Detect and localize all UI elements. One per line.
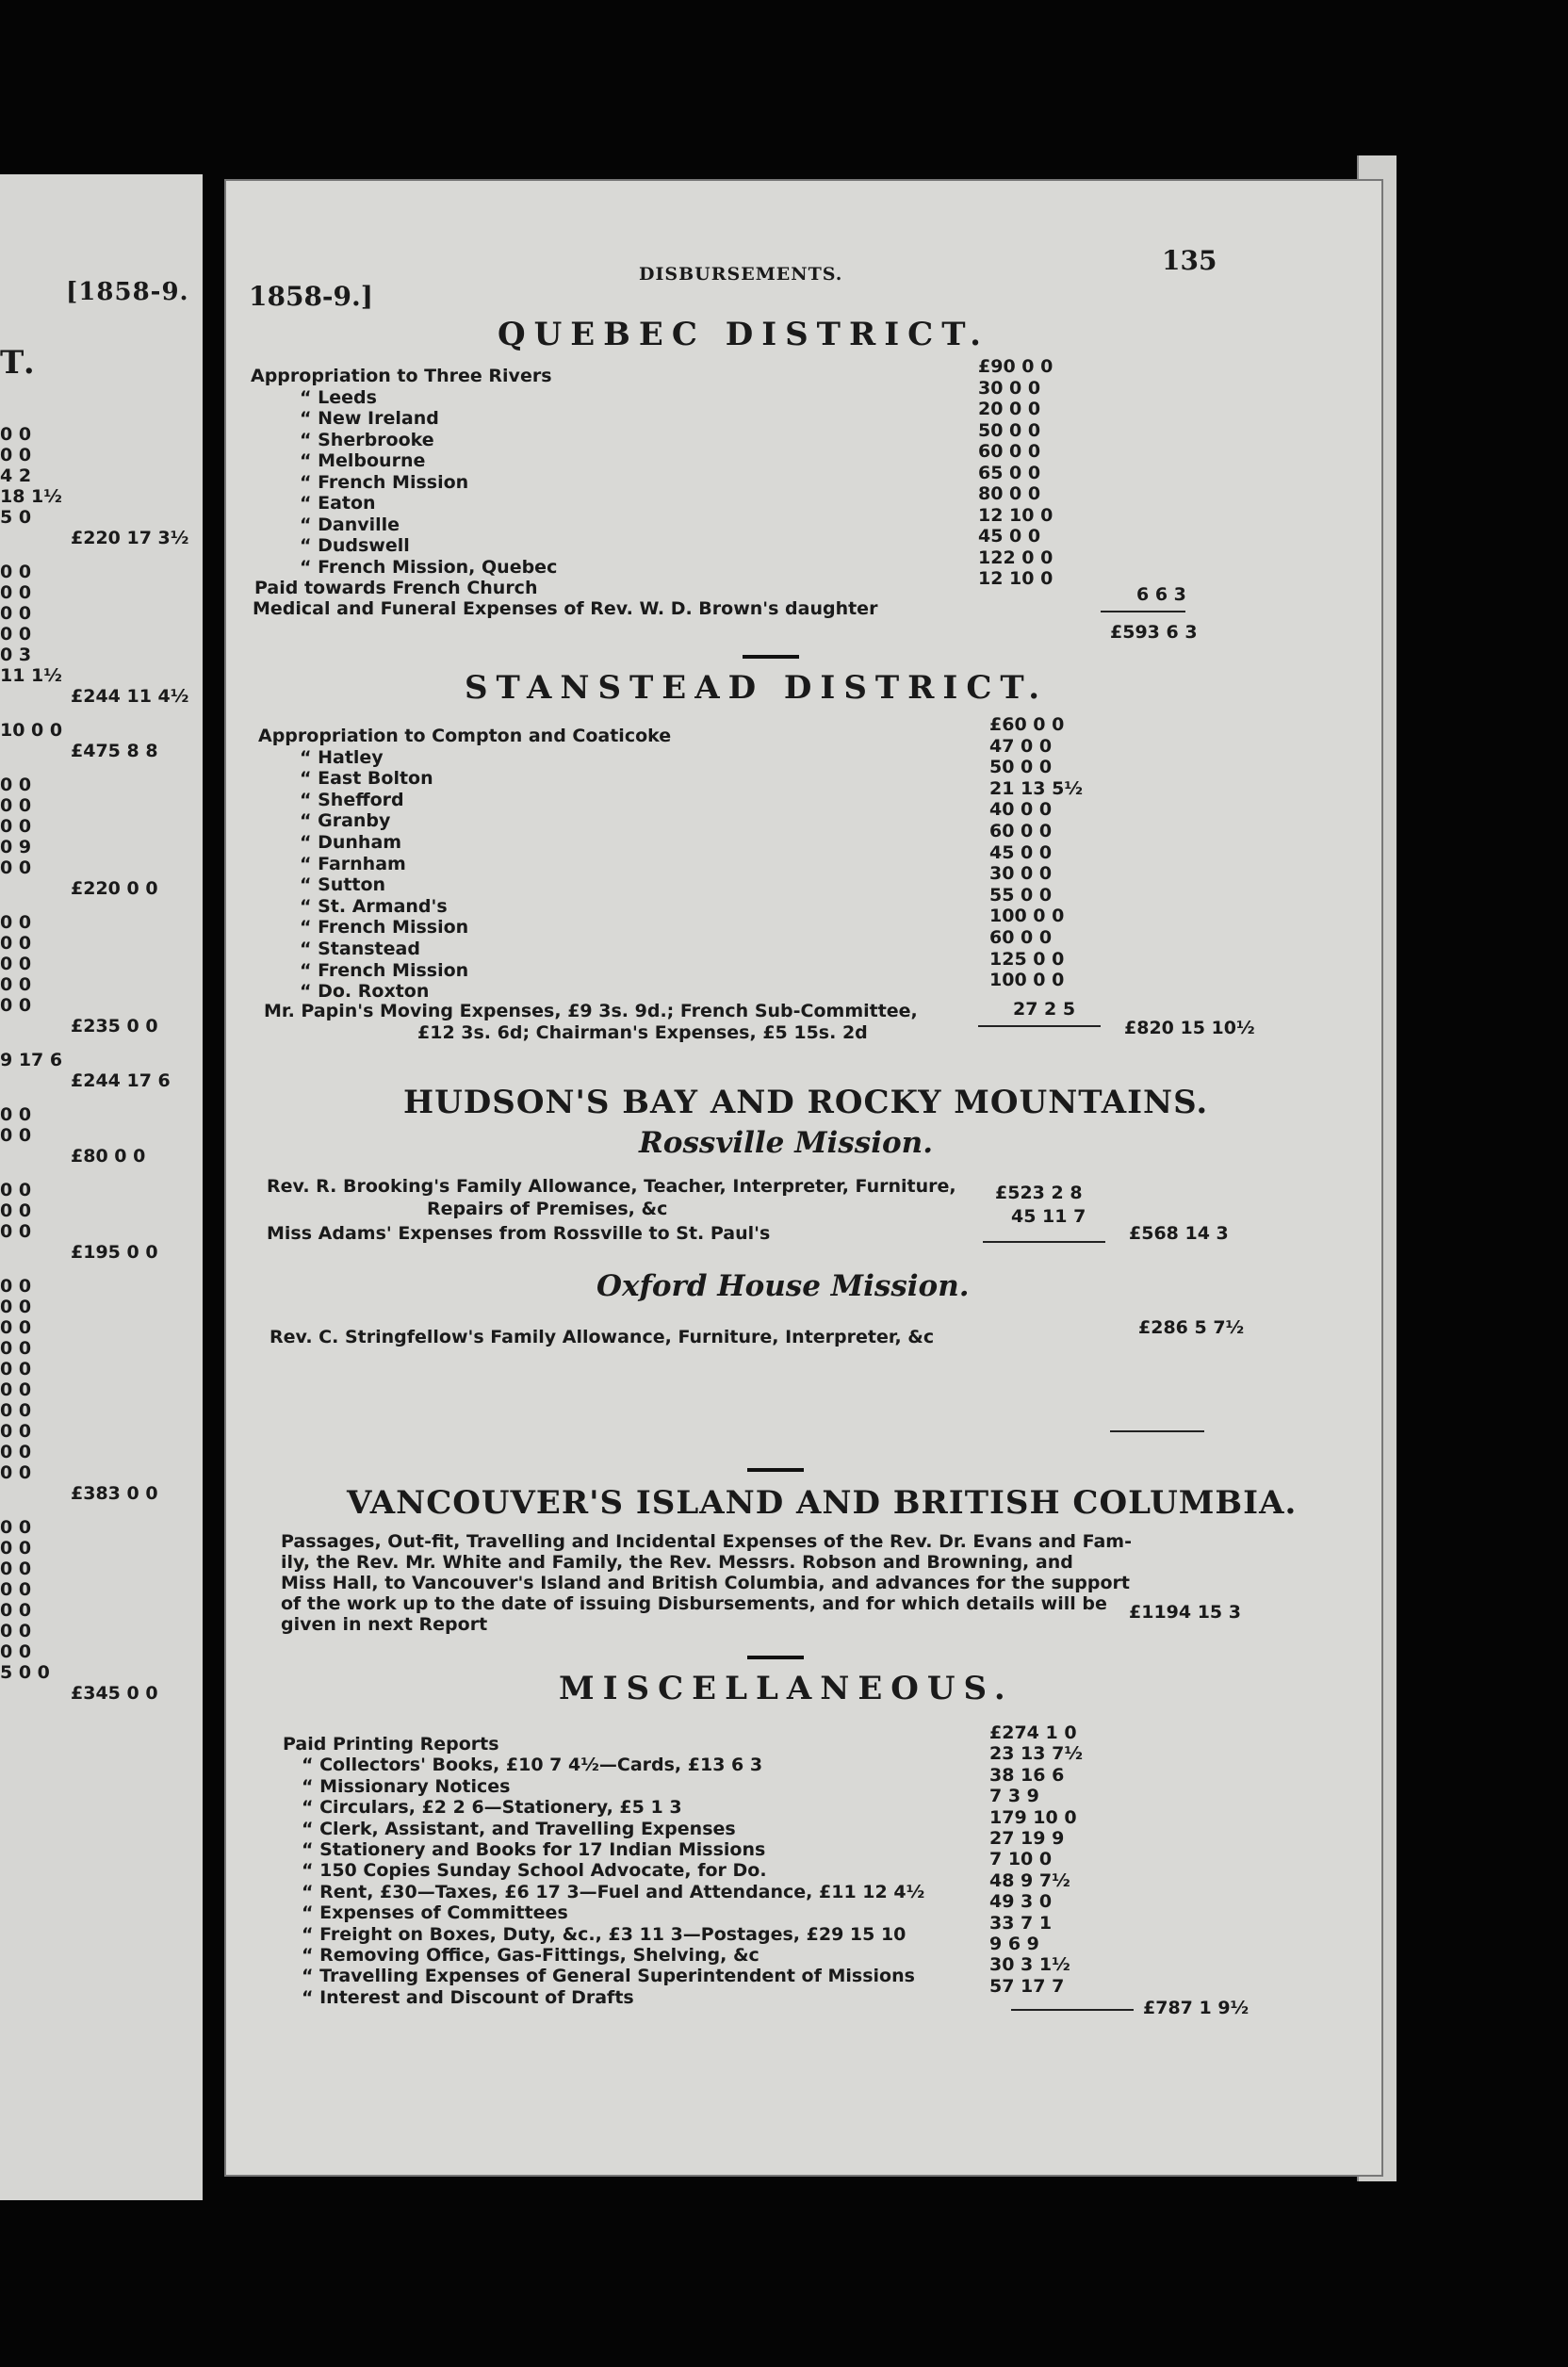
stanstead-line-amount: 125 0 0: [989, 948, 1065, 970]
stanstead-line-text: “ Dunham: [300, 832, 402, 853]
stanstead-line-text: Appropriation to Compton and Coaticoke: [258, 726, 672, 746]
misc-line-amount: 30 3 1½: [989, 1954, 1070, 1976]
left-page-row: 0 0: [0, 445, 32, 465]
misc-line-amount: 27 19 9: [989, 1828, 1065, 1849]
vancouver-line: Passages, Out-fit, Travelling and Incidental Expenses of the Rev. Dr. Evans and Fam-: [281, 1531, 1132, 1552]
left-page-row: 0 0: [0, 1400, 32, 1421]
vancouver-line: Miss Hall, to Vancouver's Island and British Columbia, and advances for the support: [281, 1573, 1130, 1593]
stanstead-line-text: “ Sutton: [300, 874, 386, 896]
quebec-line-amount: 45 0 0: [978, 526, 1041, 547]
quebec-line-amount: 12 10 0: [978, 504, 1054, 526]
left-page-row: 0 0: [0, 1462, 32, 1483]
misc-line-text: “ Circulars, £2 2 6—Stationery, £5 1 3: [302, 1797, 682, 1819]
vancouver-line: of the work up to the date of issuing Disbursements, and for which details will be: [281, 1593, 1107, 1614]
stanstead-line-text: “ Stanstead: [300, 939, 420, 959]
left-page-total: £220 0 0: [71, 878, 158, 899]
stanstead-line-text: “ French Mission: [300, 917, 469, 939]
quebec-line-amount: 12 10 0: [978, 568, 1054, 589]
quebec-line-amount: 122 0 0: [978, 547, 1054, 568]
stanstead-line-amount: 47 0 0: [989, 735, 1053, 757]
left-page-row: 0 0: [0, 424, 32, 445]
rossville-amount-2: 45 11 7: [1011, 1206, 1086, 1227]
quebec-line-text: “ New Ireland: [300, 408, 439, 429]
stanstead-line-text: “ Hatley: [300, 746, 384, 768]
stanstead-line-text: “ St. Armand's: [300, 895, 448, 917]
left-page-row: 5 0 0: [0, 1662, 50, 1683]
misc-line-amount: 49 3 0: [989, 1891, 1053, 1913]
stanstead-total: £820 15 10½: [1124, 1018, 1255, 1038]
left-page-total: £220 17 3½: [71, 528, 189, 548]
left-page-row: 0 0: [0, 603, 32, 624]
left-page-row: 0 0: [0, 795, 32, 816]
misc-line-amount: 48 9 7½: [989, 1869, 1070, 1891]
misc-line-text: “ Interest and Discount of Drafts: [302, 1986, 634, 2008]
left-page-row: 0 0: [0, 562, 32, 582]
left-page-row: 0 0: [0, 1600, 32, 1621]
stanstead-line-amount: 100 0 0: [989, 906, 1065, 927]
stanstead-line-text: “ Farnham: [300, 853, 406, 874]
left-page-row: 0 0: [0, 954, 32, 974]
miscellaneous-title: MISCELLANEOUS.: [559, 1670, 1014, 1707]
stanstead-line-text: “ Granby: [300, 810, 391, 832]
left-page-row: 9 17 6: [0, 1050, 63, 1070]
left-page-row: 11 1½: [0, 665, 62, 686]
page-number: 135: [1162, 245, 1217, 276]
rossville-line-2: Repairs of Premises, &c: [427, 1199, 668, 1219]
left-page-row: 0 9: [0, 837, 32, 857]
left-page-row: 0 0: [0, 912, 32, 933]
stanstead-line-amount: 50 0 0: [989, 757, 1053, 778]
misc-line-amount: 57 17 7: [989, 1975, 1065, 1997]
left-page-total: £195 0 0: [71, 1242, 158, 1263]
misc-line-text: “ Expenses of Committees: [302, 1902, 568, 1924]
left-page-total: £235 0 0: [71, 1016, 158, 1037]
papin-amount: 27 2 5: [1013, 999, 1076, 1020]
quebec-line-amount: £90 0 0: [978, 356, 1054, 377]
left-page-row: 0 0: [0, 1104, 32, 1125]
vancouver-line: ily, the Rev. Mr. White and Family, the Rev. Messrs. Robson and Browning, and: [281, 1552, 1073, 1573]
left-page-row: 0 0: [0, 995, 32, 1016]
left-page-title-fragment: T.: [0, 344, 39, 382]
misc-line-amount: 23 13 7½: [989, 1743, 1083, 1765]
papin-line-2: £12 3s. 6d; Chairman's Expenses, £5 15s. 2d: [417, 1022, 868, 1043]
quebec-line-text: “ Leeds: [300, 386, 377, 408]
left-page-row: 0 0: [0, 1125, 32, 1146]
quebec-line-text: Appropriation to Three Rivers: [251, 366, 552, 386]
left-page-row: 0 0: [0, 1579, 32, 1600]
quebec-line-text: “ French Mission, Quebec: [300, 556, 558, 578]
page-header-left: 1858-9.]: [249, 281, 374, 312]
left-page-row: 0 0: [0, 1442, 32, 1462]
rossville-mission-title: Rossville Mission.: [639, 1126, 933, 1160]
stanstead-line-amount: 21 13 5½: [989, 777, 1083, 799]
previous-page-fragment: [0, 174, 203, 2200]
misc-line-text: “ Missionary Notices: [302, 1775, 511, 1797]
stanstead-line-amount: 100 0 0: [989, 970, 1065, 991]
quebec-line-text: “ Eaton: [300, 493, 376, 514]
left-page-row: 0 0: [0, 582, 32, 603]
misc-line-text: “ Travelling Expenses of General Superintendent of Missions: [302, 1966, 915, 1987]
running-title: DISBURSEMENTS.: [639, 264, 843, 285]
left-page-row: 18 1½: [0, 486, 62, 507]
misc-line-amount: 179 10 0: [989, 1806, 1077, 1828]
left-page-row: 0 0: [0, 1621, 32, 1641]
left-page-total: £345 0 0: [71, 1683, 158, 1704]
left-page-row: 0 0: [0, 1421, 32, 1442]
main-page: [224, 179, 1383, 2177]
misc-line-amount: 7 3 9: [989, 1786, 1039, 1807]
quebec-line-amount: 80 0 0: [978, 483, 1041, 504]
quebec-medical-amount: 6 6 3: [1136, 584, 1186, 605]
hudsons-bay-title: HUDSON'S BAY AND ROCKY MOUNTAINS.: [403, 1084, 1209, 1121]
left-page-row: 0 3: [0, 645, 32, 665]
oxford-total: £286 5 7½: [1138, 1317, 1245, 1338]
left-page-total: £244 11 4½: [71, 686, 189, 707]
misc-line-amount: 33 7 1: [989, 1912, 1053, 1934]
misc-line-text: “ Removing Office, Gas-Fittings, Shelving, &c: [302, 1945, 760, 1966]
quebec-line-text: “ Melbourne: [300, 450, 426, 471]
left-page-row: 0 0: [0, 1200, 32, 1221]
stanstead-line-amount: 55 0 0: [989, 884, 1053, 906]
left-page-total: £80 0 0: [71, 1146, 146, 1167]
left-page-row: 0 0: [0, 1559, 32, 1579]
quebec-line-amount: 60 0 0: [978, 441, 1041, 462]
misc-line-amount: 9 6 9: [989, 1934, 1039, 1954]
misc-line-amount: 38 16 6: [989, 1764, 1065, 1786]
left-page-row: 0 0: [0, 1317, 32, 1338]
rossville-amount-1: £523 2 8: [995, 1183, 1083, 1203]
misc-line-amount: 7 10 0: [989, 1849, 1053, 1870]
left-page-row: 0 0: [0, 1180, 32, 1200]
quebec-line-text: “ Danville: [300, 514, 400, 535]
left-page-total: £244 17 6: [71, 1070, 171, 1091]
stanstead-line-text: “ East Bolton: [300, 768, 433, 790]
quebec-line-amount: 50 0 0: [978, 419, 1041, 441]
left-page-row: 0 0: [0, 1538, 32, 1559]
quebec-district-title: QUEBEC DISTRICT.: [498, 316, 989, 353]
papin-line-1: Mr. Papin's Moving Expenses, £9 3s. 9d.; French Sub-Committee,: [264, 1001, 918, 1021]
quebec-total: £593 6 3: [1110, 622, 1198, 643]
quebec-line-amount: 30 0 0: [978, 377, 1041, 399]
rossville-total: £568 14 3: [1129, 1223, 1229, 1244]
left-page-row: 10 0 0: [0, 720, 63, 741]
misc-line-text: “ Stationery and Books for 17 Indian Missions: [302, 1839, 766, 1860]
stanstead-line-amount: 45 0 0: [989, 841, 1053, 863]
misc-line-text: Paid Printing Reports: [283, 1734, 499, 1755]
left-page-row: 0 0: [0, 1517, 32, 1538]
left-page-row: 0 0: [0, 1338, 32, 1359]
stanstead-line-amount: 30 0 0: [989, 863, 1053, 885]
left-page-row: 0 0: [0, 974, 32, 995]
rossville-line-1: Rev. R. Brooking's Family Allowance, Teacher, Interpreter, Furniture,: [267, 1176, 956, 1197]
stanstead-line-amount: 60 0 0: [989, 927, 1053, 948]
misc-line-text: “ Freight on Boxes, Duty, &c., £3 11 3—Postages, £29 15 10: [302, 1923, 906, 1945]
stanstead-line-text: “ Shefford: [300, 789, 404, 810]
left-page-header: [1858-9.: [66, 278, 189, 306]
left-page-total: £475 8 8: [71, 741, 158, 761]
quebec-line-amount: 20 0 0: [978, 399, 1041, 419]
misc-line-text: “ 150 Copies Sunday School Advocate, for Do.: [302, 1860, 767, 1882]
misc-line-amount: £274 1 0: [989, 1722, 1077, 1743]
stanstead-line-text: “ French Mission: [300, 959, 469, 981]
stanstead-line-amount: 60 0 0: [989, 821, 1053, 841]
left-page-row: 0 0: [0, 933, 32, 954]
stanstead-line-text: “ Do. Roxton: [300, 981, 430, 1003]
left-page-total: £383 0 0: [71, 1483, 158, 1504]
left-page-row: 0 0: [0, 1297, 32, 1317]
oxford-line: Rev. C. Stringfellow's Family Allowance, Furniture, Interpreter, &c: [270, 1327, 935, 1347]
left-page-row: 0 0: [0, 1221, 32, 1242]
stanstead-line-amount: £60 0 0: [989, 714, 1065, 735]
left-page-row: 0 0: [0, 624, 32, 645]
rossville-line-3: Miss Adams' Expenses from Rossville to St. Paul's: [267, 1223, 771, 1244]
left-page-row: 0 0: [0, 1379, 32, 1400]
left-page-row: 0 0: [0, 1641, 32, 1662]
left-page-row: 5 0: [0, 507, 32, 528]
stanstead-line-amount: 40 0 0: [989, 799, 1053, 821]
misc-line-text: “ Rent, £30—Taxes, £6 17 3—Fuel and Attendance, £11 12 4½: [302, 1881, 925, 1902]
quebec-line-text: “ Sherbrooke: [300, 429, 434, 450]
quebec-line-text: “ French Mission: [300, 471, 469, 493]
misc-line-text: “ Clerk, Assistant, and Travelling Expenses: [302, 1818, 736, 1839]
left-page-row: 0 0: [0, 1359, 32, 1379]
vancouver-total: £1194 15 3: [1129, 1602, 1241, 1623]
misc-line-text: “ Collectors' Books, £10 7 4½—Cards, £13 6 3: [302, 1755, 763, 1776]
quebec-line-amount: 65 0 0: [978, 462, 1041, 483]
left-page-row: 0 0: [0, 775, 32, 795]
left-page-row: 0 0: [0, 816, 32, 837]
left-page-row: 4 2: [0, 465, 32, 486]
oxford-house-title: Oxford House Mission.: [596, 1269, 970, 1303]
quebec-line-text: Paid towards French Church: [254, 578, 538, 598]
left-page-row: 0 0: [0, 857, 32, 878]
misc-total: £787 1 9½: [1143, 1998, 1250, 2018]
stanstead-district-title: STANSTEAD DISTRICT.: [465, 669, 1049, 707]
vancouver-line: given in next Report: [281, 1614, 488, 1635]
vancouver-title: VANCOUVER'S ISLAND AND BRITISH COLUMBIA.: [347, 1484, 1298, 1522]
quebec-medical-text: Medical and Funeral Expenses of Rev. W. D. Brown's daughter: [253, 598, 878, 619]
left-page-row: 0 0: [0, 1276, 32, 1297]
quebec-line-text: “ Dudswell: [300, 535, 410, 556]
